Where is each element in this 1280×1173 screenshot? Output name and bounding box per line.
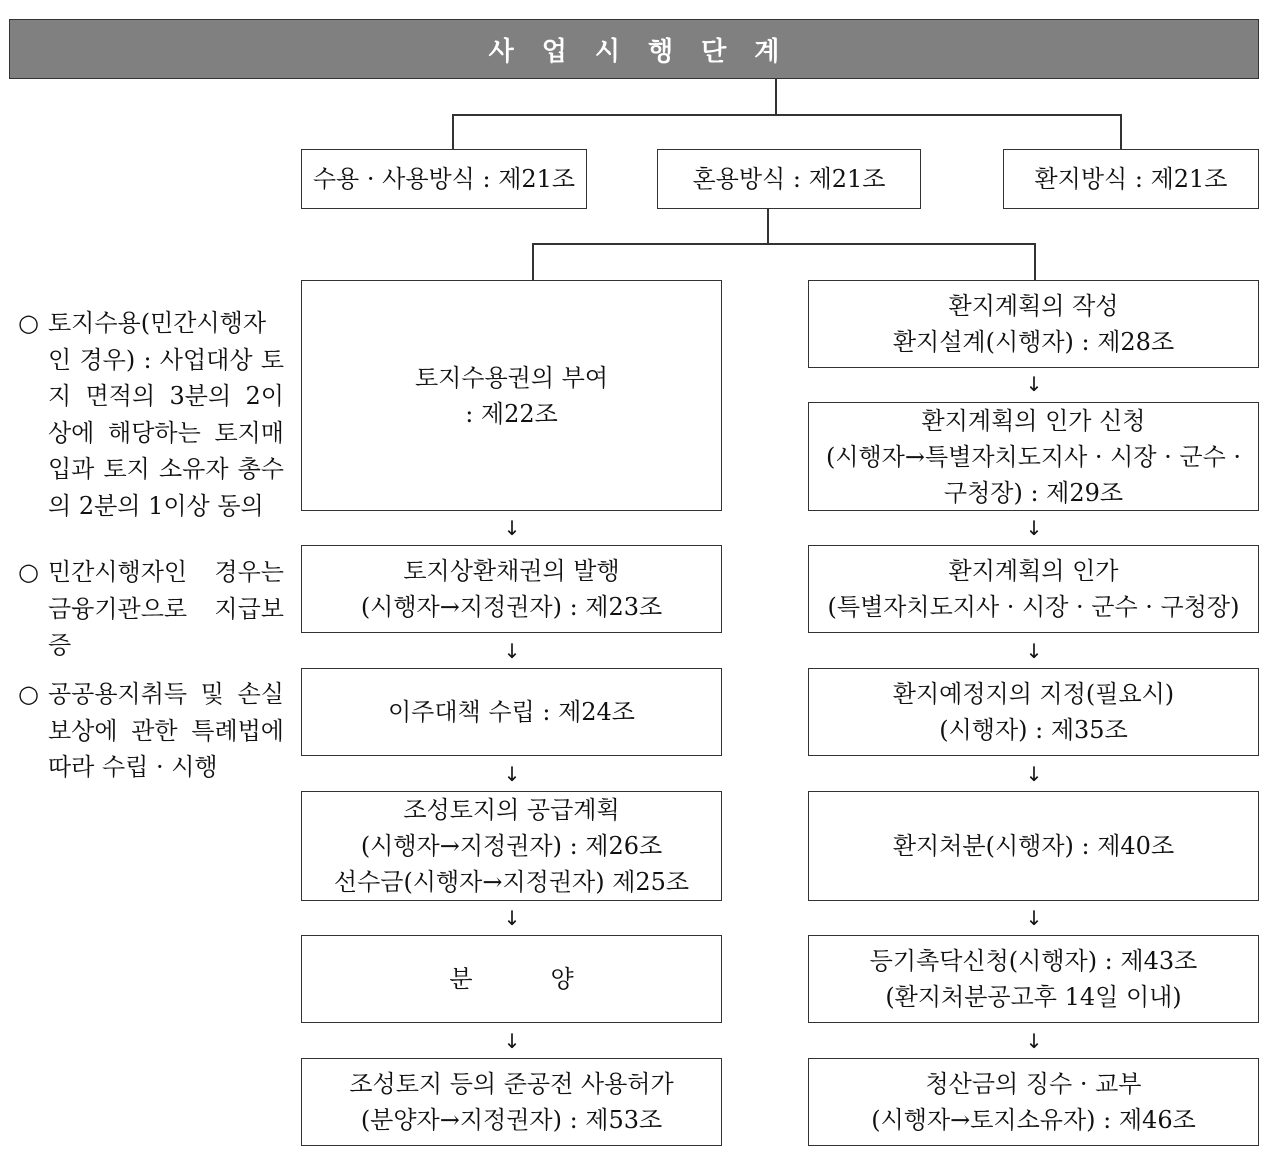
box-line: (환지처분공고후 14일 이내): [885, 983, 1182, 1011]
down-arrow-icon: ↓: [1025, 639, 1043, 663]
mixed-method-box: [657, 149, 921, 209]
box-line: 분양: [449, 965, 652, 993]
pre-completion-use-permit-box: [301, 1058, 722, 1146]
connector: [532, 243, 1036, 245]
box-line: (시행자→특별자치도지사 · 시장 · 군수 ·: [825, 442, 1242, 471]
down-arrow-icon: ↓: [503, 906, 521, 930]
box-line: (특별자치도지사 · 시장 · 군수 · 구청장): [827, 593, 1240, 621]
land-expropriation-right-box: [301, 280, 722, 511]
replotting-approval-request-box: [808, 402, 1259, 511]
note-payment-guarantee: [18, 554, 284, 664]
box-line: 이주대책 수립 : 제24조: [388, 698, 635, 726]
land-bond-issue-box: [301, 545, 722, 633]
connector: [775, 79, 777, 116]
land-supply-plan-box: [301, 791, 722, 901]
box-label: 수용 · 사용방식 : 제21조: [312, 165, 576, 193]
box-line: 환지예정지의 지정(필요시): [892, 680, 1175, 708]
box-label: 환지방식 : 제21조: [1034, 165, 1228, 193]
page-title: 사업시행단계: [9, 19, 1259, 79]
box-line: (시행자) : 제35조: [939, 716, 1128, 744]
box-label: 혼용방식 : 제21조: [692, 165, 886, 193]
connector: [767, 209, 769, 244]
box-line: 조성토지 등의 준공전 사용허가: [349, 1070, 674, 1098]
box-line: (시행자→지정권자) : 제26조: [360, 832, 663, 860]
box-line: 환지계획의 인가: [948, 557, 1119, 585]
down-arrow-icon: ↓: [503, 762, 521, 786]
replotting-disposition-box: [808, 791, 1259, 901]
note-text: 민간시행자인 경우는 금융기관으로 지급보증: [48, 558, 284, 659]
box-line: 등기촉닥신청(시행자) : 제43조: [869, 947, 1198, 975]
replotting-method-box: [1003, 149, 1259, 209]
connector: [532, 243, 534, 281]
bullet-icon: ○: [18, 309, 39, 337]
connector: [1120, 114, 1122, 150]
note-text: 토지수용(민간시행자인 경우) : 사업대상 토지 면적의 3분의 2이상에 해당하는 토지매입과 토지 소유자 총수의 2분의 1이상 동의: [48, 309, 284, 520]
box-line: (시행자→지정권자) : 제23조: [360, 593, 663, 621]
replotting-approval-box: [808, 545, 1259, 633]
settlement-collection-box: [808, 1058, 1259, 1146]
box-line: (시행자→토지소유자) : 제46조: [871, 1106, 1196, 1134]
box-line: 구청장) : 제29조: [943, 478, 1124, 507]
planned-replotting-designation-box: [808, 668, 1259, 756]
box-line: 환지설계(시행자) : 제28조: [892, 328, 1175, 356]
bullet-icon: ○: [18, 558, 39, 586]
relocation-plan-box: [301, 668, 722, 756]
down-arrow-icon: ↓: [1025, 762, 1043, 786]
down-arrow-icon: ↓: [1025, 516, 1043, 540]
box-line: 환지계획의 인가 신청: [921, 406, 1146, 435]
bullet-icon: ○: [18, 680, 39, 708]
box-line: : 제22조: [465, 399, 558, 428]
box-line: 환지계획의 작성: [948, 292, 1119, 320]
note-text: 공공용지취득 및 손실보상에 관한 특례법에 따라 수립 · 시행: [48, 680, 284, 781]
down-arrow-icon: ↓: [1025, 906, 1043, 930]
connector: [452, 114, 454, 150]
box-line: 청산금의 징수 · 교부: [925, 1070, 1142, 1098]
box-line: 환지처분(시행자) : 제40조: [892, 832, 1175, 860]
note-compensation-law: [18, 676, 284, 786]
box-line: 선수금(시행자→지정권자) 제25조: [333, 868, 690, 896]
down-arrow-icon: ↓: [503, 639, 521, 663]
expropriation-method-box: [301, 149, 587, 209]
down-arrow-icon: ↓: [503, 1029, 521, 1053]
down-arrow-icon: ↓: [503, 516, 521, 540]
box-line: 토지상환채권의 발행: [403, 557, 620, 585]
down-arrow-icon: ↓: [1025, 1029, 1043, 1053]
replotting-plan-draft-box: [808, 280, 1259, 368]
connector: [452, 114, 1122, 116]
sale-box: [301, 935, 722, 1023]
registration-request-box: [808, 935, 1259, 1023]
box-line: (분양자→지정권자) : 제53조: [360, 1106, 663, 1134]
note-land-expropriation: [18, 305, 284, 524]
connector: [1034, 243, 1036, 281]
box-line: 조성토지의 공급계획: [403, 796, 620, 824]
down-arrow-icon: ↓: [1025, 372, 1043, 396]
box-line: 토지수용권의 부여: [414, 363, 609, 392]
